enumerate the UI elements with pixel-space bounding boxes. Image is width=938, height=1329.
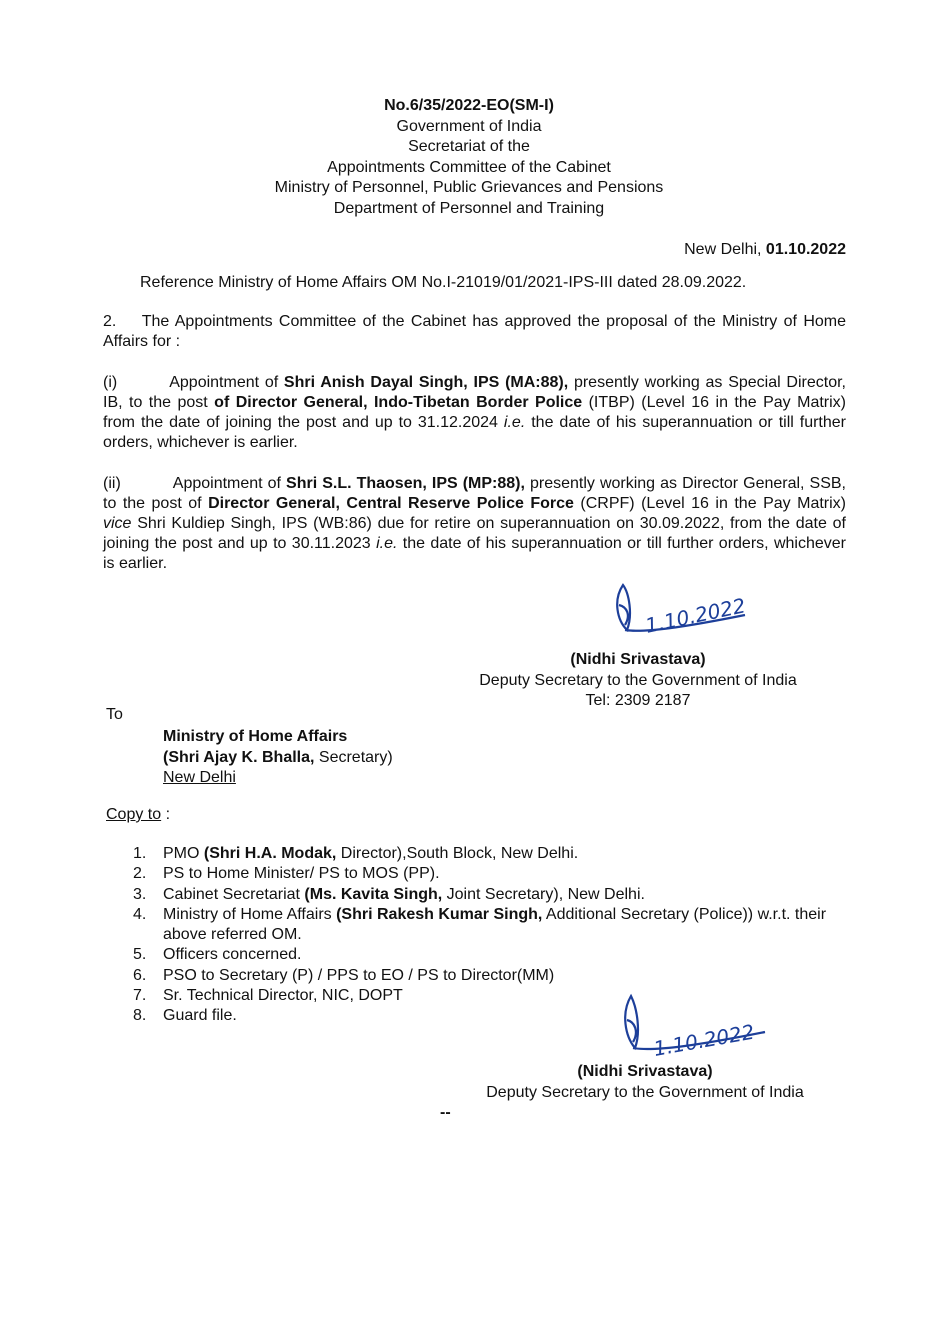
letter-date — [684, 241, 846, 259]
item-text: presently working as Special Director, IB, to the post — [103, 374, 846, 411]
to-label: To — [106, 706, 123, 723]
list-number: 8. — [133, 1007, 147, 1025]
item-text: Shri Kuldiep Singh, IPS (WB:86) due for retire on superannuation on 30.09.2022, from the date of joining the post and up to 30.11.2023 — [103, 515, 846, 552]
signatory-designation: Deputy Secretary to the Government of India — [486, 1083, 804, 1101]
list-text: Cabinet Secretariat (Ms. Kavita Singh, Joint Secretary), New Delhi. — [163, 885, 645, 903]
list-number: 4. — [133, 905, 147, 923]
list-text: PS to Home Minister/ PS to MOS (PP). — [163, 865, 440, 883]
addressee-city: New Delhi — [163, 769, 236, 786]
signatory-name: (Nidhi Srivastava) — [577, 1063, 713, 1080]
item-text: the date of his superannuation or till further orders, whichever is earlier. — [103, 535, 846, 572]
para-number: 2. — [103, 313, 117, 330]
signature-block-1 — [463, 650, 813, 712]
item-italic: i.e. — [376, 535, 398, 552]
item-italic: i.e. — [503, 414, 526, 431]
header-line-department: Department of Personnel and Training — [333, 199, 605, 217]
item-number: (i) — [103, 374, 118, 391]
handwritten-signature-2 — [615, 988, 775, 1068]
list-text: Officers concerned. — [163, 946, 302, 964]
handwritten-signature-1 — [605, 575, 765, 645]
list-text: PSO to Secretary (P) / PPS to EO / PS to Director(MM) — [163, 966, 555, 984]
date-value: 01.10.2022 — [765, 241, 846, 258]
list-number: 5. — [133, 946, 147, 964]
list-item — [133, 966, 853, 986]
file-number: No.6/35/2022-EO(SM-I) — [384, 97, 554, 114]
copy-to-label — [106, 806, 170, 824]
handwritten-date-1: 1.10.2022 — [643, 593, 748, 638]
list-number: 1. — [133, 845, 147, 862]
signature-block-2 — [470, 1062, 820, 1103]
item-text: (CRPF) (Level 16 in the Pay Matrix) — [573, 495, 846, 512]
header-line-secretariat: Secretariat of the — [408, 138, 530, 155]
letter-header — [0, 96, 938, 219]
appointee-name: Shri S.L. Thaosen, IPS (MP:88), — [286, 475, 525, 492]
list-item — [133, 905, 853, 946]
list-number: 2. — [133, 865, 147, 883]
list-item — [133, 844, 853, 864]
item-italic: vice — [103, 515, 132, 532]
item-text: the date of his superannuation or till further orders, whichever is earlier. — [103, 414, 846, 451]
item-text: (ITBP) (Level 16 in the Pay Matrix) from the date of joining the post and up to 31.12.2024 — [103, 394, 847, 431]
appointment-item-ii — [103, 474, 846, 574]
list-text: Sr. Technical Director, NIC, DOPT — [163, 987, 403, 1005]
item-text: Appointment of — [169, 374, 284, 391]
addressee-person — [163, 748, 393, 769]
item-number: (ii) — [103, 475, 121, 492]
post-name: of Director General, Indo-Tibetan Border Police — [214, 394, 583, 411]
list-text: Guard file. — [163, 1007, 237, 1025]
addressee-block — [163, 727, 393, 789]
list-number: 6. — [133, 966, 147, 984]
signatory-designation: Deputy Secretary to the Government of India — [479, 671, 797, 689]
copy-to-text: Copy to — [106, 806, 162, 823]
para-text: The Appointments Committee of the Cabinet has approved the proposal of the Ministry of Home Affairs for : — [103, 313, 846, 350]
addressee-title: Secretary) — [314, 748, 393, 766]
date-place: New Delhi, — [684, 241, 766, 258]
item-text: Appointment of — [172, 475, 287, 492]
copy-to-colon: : — [161, 806, 171, 823]
list-item — [133, 945, 853, 965]
signatory-telephone: Tel: 2309 2187 — [585, 692, 691, 709]
post-name: Director General, Central Reserve Police Force — [208, 495, 574, 512]
reference-line: Reference Ministry of Home Affairs OM No.I-21019/01/2021-IPS-III dated 28.09.2022. — [140, 274, 747, 291]
header-line-ministry: Ministry of Personnel, Public Grievances and Pensions — [274, 179, 664, 196]
addressee-org: Ministry of Home Affairs — [163, 728, 348, 745]
appointment-item-i — [103, 373, 846, 453]
list-item — [133, 885, 853, 905]
list-text: Ministry of Home Affairs (Shri Rakesh Kumar Singh, Additional Secretary (Police)) w.r.t. their above referred OM. — [163, 905, 827, 944]
appointee-name: Shri Anish Dayal Singh, IPS (MA:88), — [283, 374, 569, 391]
list-text: PMO (Shri H.A. Modak, Director),South Block, New Delhi. — [163, 845, 579, 862]
paragraph-2 — [103, 312, 846, 352]
item-text: presently working as Director General, SSB, to the post of — [103, 475, 847, 512]
end-mark: -- — [440, 1104, 451, 1121]
signatory-name: (Nidhi Srivastava) — [570, 651, 706, 668]
header-line-government: Government of India — [396, 117, 542, 135]
list-number: 3. — [133, 885, 147, 903]
list-item — [133, 864, 853, 884]
header-line-acc: Appointments Committee of the Cabinet — [327, 158, 611, 176]
list-number: 7. — [133, 987, 147, 1005]
addressee-name: (Shri Ajay K. Bhalla, — [163, 748, 315, 766]
handwritten-date-2: 1.10.2022 — [651, 1019, 757, 1061]
